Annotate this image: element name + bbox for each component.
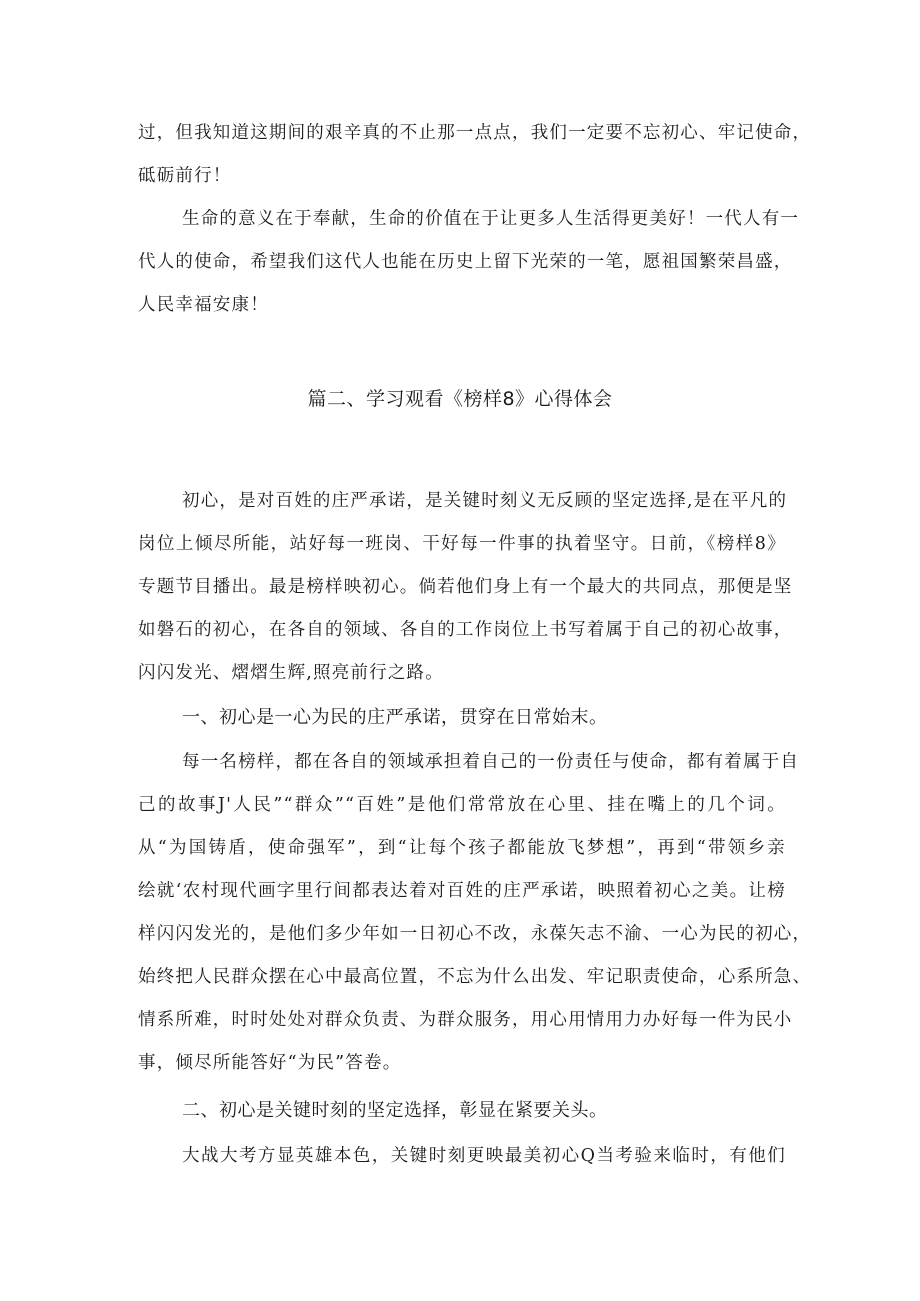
section-title: 篇二、学习观看《榜样8》心得体会 <box>307 388 613 410</box>
paragraph-line: 绘就‘农村现代画字里行间都表达着对百姓的庄严承诺，映照着初心之美。让榜 <box>138 881 786 901</box>
paragraph-line: 闪闪发光、熠熠生辉,照亮前行之路。 <box>138 663 444 683</box>
paragraph-line: 事，倾尽所能答好“为民”答卷。 <box>138 1053 402 1073</box>
paragraph-line: 样闪闪发光的，是他们多少年如一日初心不改，永葆矢志不渝、一心为民的初心， <box>138 924 812 944</box>
paragraph-line: 大战大考方显英雄本色，关键时刻更映最美初心Q当考验来临时，有他们 <box>182 1146 786 1166</box>
paragraph-line: 每一名榜样，都在各自的领域承担着自己的一份责任与使命，都有着属于自 <box>182 752 800 772</box>
paragraph-line: 初心，是对百姓的庄严承诺，是关键时刻义无反顾的坚定选择,是在平凡的 <box>182 491 788 511</box>
paragraph-line: 砥砺前行！ <box>138 166 232 186</box>
paragraph-line: 生命的意义在于奉献，生命的价值在于让更多人生活得更美好！一代人有一 <box>182 209 800 229</box>
paragraph-line: 过，但我知道这期间的艰辛真的不止那一点点，我们一定要不忘初心、牢记使命， <box>138 123 812 143</box>
paragraph-line: 人民幸福安康！ <box>138 295 269 315</box>
paragraph-line: 情系所难，时时处处对群众负责、为群众服务，用心用情用力办好每一件为民小 <box>138 1010 793 1030</box>
paragraph-line: 从“为国铸盾，使命强军”，到“让每个孩子都能放飞梦想”，再到“带领乡亲 <box>138 838 786 858</box>
paragraph-line: 代人的使命，希望我们这代人也能在历史上留下光荣的一笔，愿祖国繁荣昌盛， <box>138 252 793 272</box>
paragraph-line: 己的故事J'人民”“群众”“百姓”是他们常常放在心里、挂在嘴上的几个词。 <box>138 795 786 815</box>
paragraph-line: 如磐石的初心，在各自的领域、各自的工作岗位上书写着属于自己的初心故事， <box>138 620 793 640</box>
subheading: 一、初心是一心为民的庄严承诺，贯穿在日常始末。 <box>182 707 608 728</box>
paragraph-line: 岗位上倾尽所能，站好每一班岗、干好每一件事的执着坚守。日前，《榜样8》 <box>138 534 786 554</box>
subheading: 二、初心是关键时刻的坚定选择，彰显在紧要关头。 <box>182 1100 608 1121</box>
paragraph-line: 专题节目播出。最是榜样映初心。倘若他们身上有一个最大的共同点，那便是坚 <box>138 577 793 597</box>
paragraph-line: 始终把人民群众摆在心中最高位置，不忘为什么出发、牢记职责使命，心系所急、 <box>138 967 812 987</box>
